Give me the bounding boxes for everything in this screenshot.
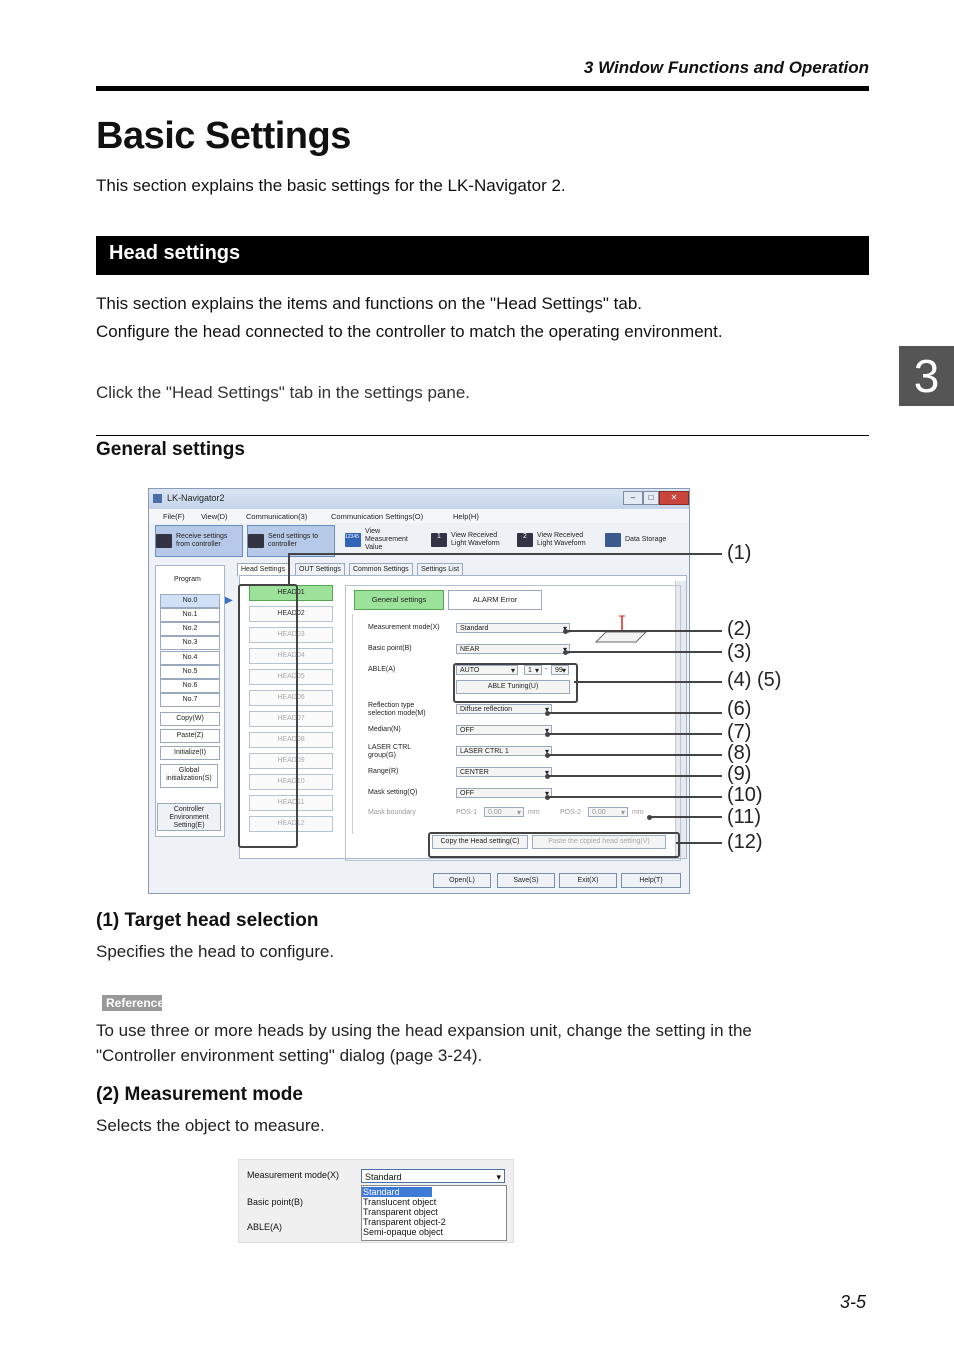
range-label: Range(R) [368,768,399,775]
program-item[interactable]: No.0 [160,594,220,608]
tab-out-settings[interactable]: OUT Settings [295,563,345,577]
subtab-general-settings[interactable]: General settings [354,590,444,610]
item1-heading: (1) Target head selection [96,910,319,931]
tab-common-settings[interactable]: Common Settings [349,563,413,577]
able-min-input[interactable]: 1 ▾ [524,665,542,675]
receive-icon [156,534,172,548]
head-button[interactable]: HEAD02 [249,606,333,622]
header-rule [96,86,869,91]
section-rule [96,435,869,436]
view-waveform-2-button[interactable]: 2 View Received Light Waveform [517,525,601,555]
able-select[interactable]: AUTO ▾ [456,665,518,675]
range-select[interactable]: CENTER ▾ [456,767,552,777]
pos2-input[interactable]: 0.00 ▾ [588,807,628,817]
measurement-diagram-icon [590,612,650,652]
head-button[interactable]: HEAD10 [249,774,333,790]
mask-boundary-label: Mask boundary [368,809,416,816]
mm-option[interactable]: Transparent object-2 [363,1217,446,1227]
laser-ctrl-select[interactable]: LASER CTRL 1 ▾ [456,746,552,756]
subtab-alarm-error[interactable]: ALARM Error [448,590,542,610]
mm-option[interactable]: Transparent object [363,1207,438,1217]
reference-text-2: "Controller environment setting" dialog (page 3-24). [96,1046,483,1065]
intro-text: This section explains the basic settings for the LK-Navigator 2. [96,176,566,195]
menu-communication[interactable]: Communication(3) [246,512,308,521]
median-label: Median(N) [368,726,401,733]
initialize-button[interactable]: Initialize(I) [160,746,220,760]
callout-connector-1 [288,555,290,585]
measurement-mode-options [361,1185,507,1241]
menubar [149,509,689,523]
able-tuning-button[interactable]: ABLE Tuning(U) [456,680,570,694]
callout-3: (3) [727,641,752,663]
callout-box-head-list [238,584,298,848]
send-settings-button[interactable]: Send settings to controller [247,525,335,557]
save-button[interactable]: Save(S) [497,873,555,888]
program-label: Program [174,576,201,583]
data-storage-button[interactable]: Data Storage [605,525,685,555]
menu-communication-settings[interactable]: Communication Settings(O) [331,512,424,521]
program-panel [155,565,225,837]
head-button[interactable]: HEAD08 [249,732,333,748]
reference-text-1: To use three or more heads by using the head expansion unit, change the setting in the [96,1021,752,1040]
pos2-unit: mm [632,809,644,816]
head-button[interactable]: HEAD07 [249,711,333,727]
callout-box-copy-paste [428,832,680,858]
view-measurement-button[interactable]: 12345 View Measurement Value [345,528,408,551]
mm-option[interactable]: Translucent object [363,1197,437,1207]
waveform-2-icon: 2 [517,533,533,547]
callout-line-4-5 [574,681,722,683]
menu-help[interactable]: Help(H) [453,512,479,521]
settings-tabs [237,563,677,575]
measurement-mode-screenshot [238,1159,514,1243]
able-label: ABLE(A) [368,666,396,673]
chapter-tab: 3 [899,346,954,406]
copy-button[interactable]: Copy(W) [160,712,220,726]
paragraph-3: Click the "Head Settings" tab in the settings pane. [96,383,471,402]
able-label: ABLE(A) [247,1222,283,1232]
basic-point-label: Basic point(B) [247,1197,304,1207]
able-max-input[interactable]: 99 ▾ [551,665,569,675]
open-button[interactable]: Open(L) [433,873,491,888]
copy-head-setting-button[interactable]: Copy the Head setting(C) [432,835,528,849]
callout-1: (1) [727,542,752,564]
window-title: LK-Navigator2 [167,493,225,503]
section-heading: Head settings [109,242,241,264]
callout-4-5: (4) (5) [727,669,782,691]
mask-setting-label: Mask setting(Q) [368,789,418,796]
callout-10: (10) [727,784,763,806]
pos1-input[interactable]: 0.00 ▾ [484,807,524,817]
waveform-1-icon: 1 [431,533,447,547]
able-range-separator: - [545,666,548,673]
reflection-type-select[interactable]: Diffuse reflection ▾ [456,704,552,714]
close-icon[interactable]: ✕ [659,491,689,505]
callout-box-able [453,663,578,703]
general-settings-heading: General settings [96,439,245,460]
paragraph-2: Configure the head connected to the controller to match the operating environment. [96,322,723,341]
callout-line-11 [649,816,722,818]
storage-icon [605,533,621,547]
mm-label: Measurement mode(X) [247,1170,340,1180]
exit-button[interactable]: Exit(X) [559,873,617,888]
pos1-unit: mm [528,809,540,816]
send-icon [248,534,264,548]
program-item[interactable]: No.6 [160,679,220,693]
minimize-icon[interactable]: – [623,491,643,505]
callout-7: (7) [727,721,752,743]
callout-9: (9) [727,763,752,785]
head-button[interactable]: HEAD09 [249,753,333,769]
measurement-value-icon: 12345 [345,533,361,547]
mask-setting-select[interactable]: OFF ▾ [456,788,552,798]
menu-view[interactable]: View(D) [201,512,228,521]
mm-option[interactable]: Standard [362,1187,432,1197]
median-select[interactable]: OFF ▾ [456,725,552,735]
head-button[interactable]: HEAD03 [249,627,333,643]
paragraph-1: This section explains the items and functions on the "Head Settings" tab. [96,294,642,313]
callout-8: (8) [727,742,752,764]
head-button[interactable]: HEAD01 [249,585,333,601]
reference-badge [96,992,170,1014]
head-button[interactable]: HEAD11 [249,795,333,811]
chapter-header: 3 Window Functions and Operation [583,58,869,77]
tab-settings-list[interactable]: Settings List [417,563,463,577]
menu-file[interactable]: File(F) [163,512,185,521]
pos2-label: POS-2 [560,809,582,816]
controller-environment-button[interactable]: Controller Environment Setting(E) [157,803,221,831]
callout-2: (2) [727,618,752,640]
tab-head-settings[interactable]: Head Settings [237,563,289,577]
program-item[interactable]: No.3 [160,636,220,650]
app-icon [153,494,162,503]
general-settings-box [345,585,681,861]
settings-divider [352,614,353,834]
callout-line-2 [565,630,722,632]
receive-settings-button[interactable]: Receive settings from controller [155,525,243,557]
callout-line-3 [565,651,722,653]
program-item[interactable]: No.7 [160,693,220,707]
global-initialization-button[interactable]: Global initialization(S) [160,764,218,788]
mm-option[interactable]: Semi-opaque object [363,1227,444,1237]
callout-line-9 [547,775,722,777]
basic-point-select[interactable]: NEAR ▾ [456,644,570,654]
page-title: Basic Settings [96,115,351,157]
callout-12: (12) [727,831,763,853]
page-number: 3-5 [840,1292,867,1312]
paste-head-setting-button[interactable]: Paste the copied head setting(V) [532,835,666,849]
program-item[interactable]: No.5 [160,665,220,679]
window-titlebar [149,489,689,509]
item2-heading: (2) Measurement mode [96,1084,303,1105]
callout-line-6 [547,712,722,714]
reference-badge-label: Reference [102,995,162,1011]
basic-point-label: Basic point(B) [368,645,412,652]
measurement-mode-select[interactable]: Standard ▾ [361,1169,505,1183]
program-arrow-icon: ▶ [225,595,233,606]
callout-line-1 [288,553,722,555]
item2-text: Selects the object to measure. [96,1116,325,1135]
callout-line-12 [676,842,722,844]
measurement-mode-label: Measurement mode(X) [368,624,440,631]
head-button[interactable]: HEAD04 [249,648,333,664]
section-heading-bar [96,236,869,275]
program-item[interactable]: No.2 [160,622,220,636]
head-button[interactable]: HEAD12 [249,816,333,832]
measurement-mode-select[interactable]: Standard ▾ [456,623,570,633]
callout-11: (11) [727,806,762,828]
reflection-type-label: Reflection type selection mode(M) [368,702,426,717]
callout-line-10 [547,796,722,798]
head-button[interactable]: HEAD06 [249,690,333,706]
callout-line-7 [547,733,722,735]
program-item[interactable]: No.4 [160,651,220,665]
item1-text: Specifies the head to configure. [96,942,335,961]
view-waveform-1-button[interactable]: 1 View Received Light Waveform [431,525,511,555]
paste-button[interactable]: Paste(Z) [160,729,220,743]
head-button[interactable]: HEAD05 [249,669,333,685]
callout-6: (6) [727,698,752,720]
help-button[interactable]: Help(T) [621,873,681,888]
pos1-label: POS-1 [456,809,478,816]
callout-line-8 [547,754,722,756]
maximize-icon[interactable]: □ [643,491,659,505]
laser-ctrl-label: LASER CTRL group(G) [368,744,411,759]
program-item[interactable]: No.1 [160,608,220,622]
